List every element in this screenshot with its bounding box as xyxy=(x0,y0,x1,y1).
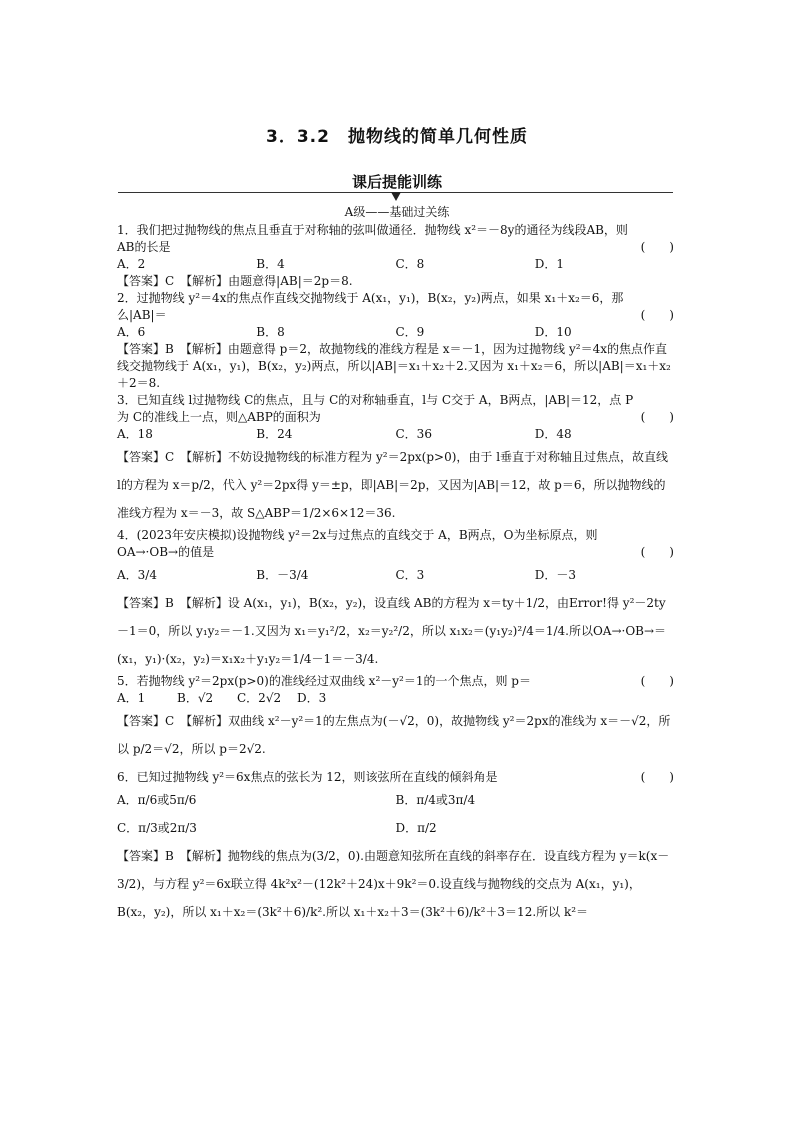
question-stem xyxy=(117,222,674,256)
option: A．1 xyxy=(117,691,146,705)
option: C．π/3或2π/3 xyxy=(117,821,197,835)
options-row xyxy=(117,561,674,589)
answer-explanation: 【答案】C 【解析】由题意得|AB|＝2p＝8. xyxy=(117,274,353,288)
answer-blank: ( ) xyxy=(640,308,674,322)
answer-blank: ( ) xyxy=(640,410,674,424)
question-stem xyxy=(117,527,674,561)
option: C．8 xyxy=(395,257,425,271)
answer-blank: ( ) xyxy=(640,674,674,688)
answer-blank: ( ) xyxy=(640,240,674,254)
level-heading: A级——基础过关练 xyxy=(344,205,450,219)
answer-explanation: 【答案】B 【解析】抛物线的焦点为(3/2，0).由题意知弦所在直线的斜率存在．设直线方程为 y＝k(x－3/2)，与方程 y²＝6x联立得 4k²x²－(12k²＋24)x＋9k²＝0.设直线与抛物线的交点为 A(x₁，y₁)，B(x₂，y₂)，所以 x₁＋x₂＝(3k²＋6)/k².所以 x₁＋x₂＋3＝(3k²＋6)/k²＋3＝12.所以 k²＝ xyxy=(117,849,670,919)
option: B．8 xyxy=(256,325,285,339)
option: C．9 xyxy=(395,325,425,339)
option: A．6 xyxy=(117,325,146,339)
option: D．1 xyxy=(534,257,565,271)
options-grid xyxy=(117,786,674,842)
section-title: 课后提能训练 xyxy=(351,173,442,191)
option: D．3 xyxy=(297,691,327,705)
option: D．10 xyxy=(534,325,572,339)
question-text: 5．若抛物线 y²＝2px(p>0)的准线经过双曲线 x²－y²＝1的一个焦点，则 p＝ xyxy=(117,674,531,688)
triangle-marker-icon xyxy=(391,192,401,201)
question-stem xyxy=(117,392,674,426)
question-stem xyxy=(117,290,674,324)
answer-explanation: 【答案】B 【解析】设 A(x₁，y₁)，B(x₂，y₂)，设直线 AB的方程为 x＝ty＋1/2，由Error!得 y²－2ty－1＝0，所以 y₁y₂＝－1.又因为 x₁＝y₁²/2，x₂＝y₂²/2，所以 x₁x₂＝(y₁y₂)²/4＝1/4.所以OA→·OB→＝(x₁，y₁)·(x₂，y₂)＝x₁x₂＋y₁y₂＝1/4－1＝－3/4. xyxy=(117,596,667,666)
question-list xyxy=(117,222,674,926)
option: B．－3/4 xyxy=(256,568,309,582)
option: B．4 xyxy=(256,257,285,271)
option: C．2√2 xyxy=(237,691,282,705)
options-row xyxy=(117,426,674,443)
question-text: 3．已知直线 l过抛物线 C的焦点，且与 C的对称轴垂直，l与 C交于 A，B两点，|AB|＝12，点 P为 C的准线上一点，则△ABP的面积为 xyxy=(117,393,634,424)
option: A．18 xyxy=(117,427,153,441)
option: D．48 xyxy=(534,427,572,441)
answer-explanation: 【答案】B 【解析】由题意得 p＝2，故抛物线的准线方程是 x＝－1，因为过抛物线 y²＝4x的焦点作直线交抛物线于 A(x₁，y₁)，B(x₂，y₂)两点，所以|AB|＝x₁＋x₂＋2.又因为 x₁＋x₂＝6，所以|AB|＝x₁＋x₂＋2＝8. xyxy=(117,342,671,390)
options-row xyxy=(117,324,674,341)
answer-blank: ( ) xyxy=(640,770,674,784)
option: C．3 xyxy=(395,568,425,582)
answer-explanation: 【答案】C 【解析】不妨设抛物线的标准方程为 y²＝2px(p>0)，由于 l垂直于对称轴且过焦点，故直线 l的方程为 x＝p/2，代入 y²＝2px得 y＝±p，即|AB|＝2p，又因为|AB|＝12，故 p＝6，所以抛物线的准线方程为 x＝－3，故 S△ABP＝1/2×6×12＝36. xyxy=(117,450,669,520)
option: B．√2 xyxy=(177,691,214,705)
question-text: 4．(2023年安庆模拟)设抛物线 y²＝2x与过焦点的直线交于 A，B两点，O为坐标原点，则 OA→·OB→的值是 xyxy=(117,528,598,559)
options-row xyxy=(117,256,674,273)
document-title: 3．3.2 抛物线的简单几何性质 xyxy=(266,127,528,147)
question-stem xyxy=(117,673,674,690)
question-text: 2．过抛物线 y²＝4x的焦点作直线交抛物线于 A(x₁，y₁)，B(x₂，y₂)两点，如果 x₁＋x₂＝6，那么|AB|＝ xyxy=(117,291,624,322)
option: A．π/6或5π/6 xyxy=(117,793,197,807)
options-row xyxy=(117,690,357,707)
option: C．36 xyxy=(395,427,432,441)
option: D．－3 xyxy=(534,568,577,582)
option: A．3/4 xyxy=(117,568,157,582)
option: B．24 xyxy=(256,427,293,441)
question-text: 1．我们把过抛物线的焦点且垂直于对称轴的弦叫做通径．抛物线 x²＝－8y的通径为线段AB，则 AB的长是 xyxy=(117,223,628,254)
option: A．2 xyxy=(117,257,146,271)
answer-explanation: 【答案】C 【解析】双曲线 x²－y²＝1的左焦点为(－√2，0)，故抛物线 y²＝2px的准线为 x＝－√2，所以 p/2＝√2，所以 p＝2√2. xyxy=(117,714,671,756)
question-stem xyxy=(117,769,674,786)
option: D．π/2 xyxy=(395,821,437,835)
answer-blank: ( ) xyxy=(640,545,674,559)
option: B．π/4或3π/4 xyxy=(395,793,476,807)
question-text: 6．已知过抛物线 y²＝6x焦点的弦长为 12，则该弦所在直线的倾斜角是 xyxy=(117,770,498,784)
